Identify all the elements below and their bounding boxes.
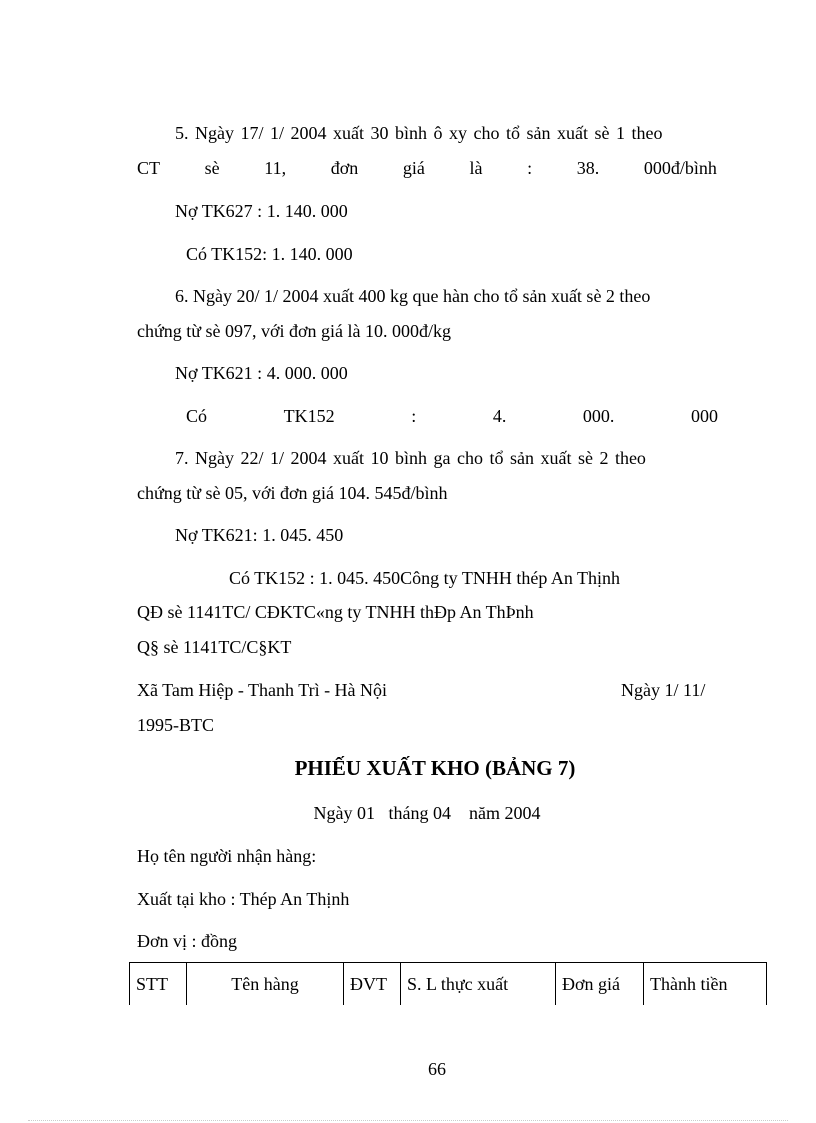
page-number: 66 xyxy=(428,1059,446,1079)
col-unit: ĐVT xyxy=(344,963,401,1006)
justified-word: TK152 xyxy=(283,406,335,426)
warehouse-line: Xuất tại kho : Thép An Thịnh xyxy=(137,889,350,909)
form-date: Ngày 01 tháng 04 năm 2004 xyxy=(313,803,541,823)
justified-word: : xyxy=(411,406,417,426)
receiver-line: Họ tên người nhận hàng: xyxy=(137,846,317,866)
entry-5-line-1: 5. Ngày 17/ 1/ 2004 xuất 30 bình ô xy cho tổ sản xuất sè 1 theo xyxy=(175,123,663,143)
entry-5-credit: Có TK152: 1. 140. 000 xyxy=(186,244,353,264)
entry-7-line-1: 7. Ngày 22/ 1/ 2004 xuất 10 bình ga cho tổ sản xuất sè 2 theo xyxy=(175,448,646,468)
col-qty: S. L thực xuất xyxy=(401,963,556,1006)
qs-line: Q§ sè 1141TC/C§KT xyxy=(137,637,292,657)
justified-word: 000đ/bình xyxy=(643,158,717,178)
btc-line: 1995-BTC xyxy=(137,715,215,735)
address: Xã Tam Hiệp - Thanh Trì - Hà Nội xyxy=(137,680,388,700)
justified-word: là xyxy=(469,158,483,178)
justified-word: 11, xyxy=(264,158,287,178)
entry-7-debit: Nợ TK621: 1. 045. 450 xyxy=(175,525,344,545)
col-item-name: Tên hàng xyxy=(187,963,344,1006)
entry-6-credit xyxy=(186,405,718,427)
page-bottom-rule xyxy=(28,1120,788,1121)
entry-6-debit: Nợ TK621 : 4. 000. 000 xyxy=(175,363,348,383)
justified-word: giá xyxy=(402,158,425,178)
justified-word: 38. xyxy=(576,158,600,178)
goods-table xyxy=(129,962,767,1005)
justified-word: sè xyxy=(204,158,220,178)
justified-word: CT xyxy=(137,158,161,178)
col-amount: Thành tiền xyxy=(644,963,767,1006)
col-stt: STT xyxy=(130,963,187,1006)
table-header-row xyxy=(130,963,767,1006)
justified-word: 4. xyxy=(492,406,507,426)
entry-5-line-2 xyxy=(137,157,717,179)
entry-7-credit: Có TK152 : 1. 045. 450Công ty TNHH thép An Thịnh xyxy=(229,568,621,588)
date-right: Ngày 1/ 11/ xyxy=(621,680,706,700)
form-title: PHIẾU XUẤT KHO (BẢNG 7) xyxy=(294,756,576,780)
justified-word: đơn xyxy=(330,158,359,178)
justified-word: 000 xyxy=(691,406,718,426)
col-unit-price: Đơn giá xyxy=(556,963,644,1006)
entry-6-line-2: chứng từ sè 097, với đơn giá là 10. 000đ/kg xyxy=(137,321,452,341)
qd-line: QĐ sè 1141TC/ CĐKTC«ng ty TNHH thÐp An ThÞnh xyxy=(137,602,534,622)
justified-word: Có xyxy=(186,406,208,426)
entry-7-line-2: chứng từ sè 05, với đơn giá 104. 545đ/bình xyxy=(137,483,448,503)
justified-word: 000. xyxy=(582,406,615,426)
entry-6-line-1: 6. Ngày 20/ 1/ 2004 xuất 400 kg que hàn cho tổ sản xuất sè 2 theo xyxy=(175,286,651,306)
unit-line: Đơn vị : đồng xyxy=(137,931,238,951)
entry-5-debit: Nợ TK627 : 1. 140. 000 xyxy=(175,201,348,221)
justified-word: : xyxy=(527,158,533,178)
